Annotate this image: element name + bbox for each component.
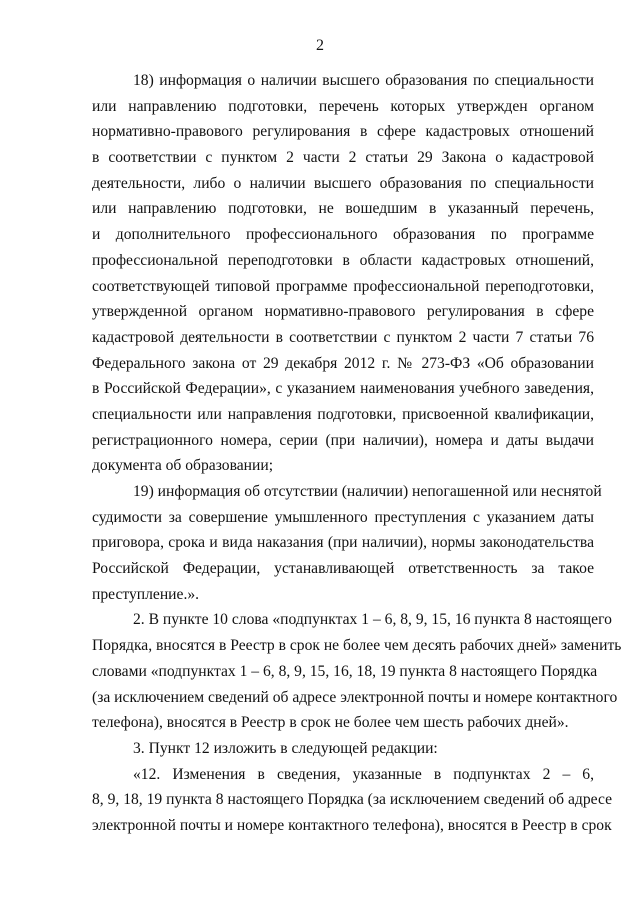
text-line: специальности или направления подготовки, присвоенной квалификации, bbox=[92, 405, 594, 423]
text-line: документа об образовании; bbox=[92, 457, 274, 475]
document-body bbox=[92, 68, 622, 839]
text-line: Федерального закона от 29 декабря 2012 г. № 273-ФЗ «Об образовании bbox=[92, 354, 594, 372]
text-line: профессиональной переподготовки в области кадастровых отношений, bbox=[92, 251, 594, 269]
text-line: нормативно-правового регулирования в сфере кадастровых отношений bbox=[92, 123, 594, 141]
text-line: словами «подпунктах 1 – 6, 8, 9, 15, 16, 18, 19 пункта 8 настоящего Порядка bbox=[92, 662, 598, 680]
text-line: утвержденной органом нормативно-правового регулирования в сфере bbox=[92, 303, 594, 321]
text-line: или направлению подготовки, перечень которых утвержден органом bbox=[92, 97, 594, 115]
text-line: соответствующей типовой программе профессиональной переподготовки, bbox=[92, 277, 594, 295]
text-line: телефона), вносятся в Реестр в срок не более чем шесть рабочих дней». bbox=[92, 714, 569, 732]
paragraph-point-2 bbox=[92, 607, 622, 735]
text-line: «12. Изменения в сведения, указанные в подпунктах 2 – 6, bbox=[133, 765, 594, 783]
text-line: 2. В пункте 10 слова «подпунктах 1 – 6, 8, 9, 15, 16 пункта 8 настоящего bbox=[133, 611, 612, 629]
paragraph-item-19 bbox=[92, 479, 602, 607]
paragraph-point-3 bbox=[92, 736, 594, 762]
text-line: и дополнительного профессионального образования по программе bbox=[92, 226, 594, 244]
paragraph-item-18 bbox=[92, 68, 594, 479]
text-line: электронной почты и номере контактного телефона), вносятся в Реестр в срок bbox=[92, 816, 612, 834]
text-line: 8, 9, 18, 19 пункта 8 настоящего Порядка (за исключением сведений об адресе bbox=[92, 791, 612, 809]
text-line: регистрационного номера, серии (при наличии), номера и даты выдачи bbox=[92, 431, 594, 449]
text-line: приговора, срока и вида наказания (при наличии), нормы законодательства bbox=[92, 534, 594, 552]
text-line: 3. Пункт 12 изложить в следующей редакции: bbox=[133, 739, 438, 757]
text-line: Порядка, вносятся в Реестр в срок не более чем десять рабочих дней» заменить bbox=[92, 637, 622, 655]
text-line: 18) информация о наличии высшего образования по специальности bbox=[133, 72, 594, 89]
text-line: (за исключением сведений об адресе электронной почты и номере контактного bbox=[92, 688, 618, 706]
text-line: кадастровой деятельности в соответствии с пунктом 2 части 7 статьи 76 bbox=[92, 328, 594, 346]
paragraph-point-12-new bbox=[92, 762, 612, 839]
text-line: Российской Федерации, устанавливающей ответственность за такое bbox=[92, 560, 594, 578]
text-line: судимости за совершение умышленного преступления с указанием даты bbox=[92, 508, 594, 526]
text-line: 19) информация об отсутствии (наличии) непогашенной или неснятой bbox=[133, 483, 602, 500]
text-line: в соответствии с пунктом 2 части 2 статьи 29 Закона о кадастровой bbox=[92, 149, 594, 167]
text-line: в Российской Федерации», с указанием наименования учебного заведения, bbox=[92, 380, 594, 398]
text-line: преступление.». bbox=[92, 585, 200, 603]
text-line: или направлению подготовки, не вошедшим в указанный перечень, bbox=[92, 200, 594, 218]
text-line: деятельности, либо о наличии высшего образования по специальности bbox=[92, 174, 594, 192]
page-number: 2 bbox=[316, 37, 324, 54]
